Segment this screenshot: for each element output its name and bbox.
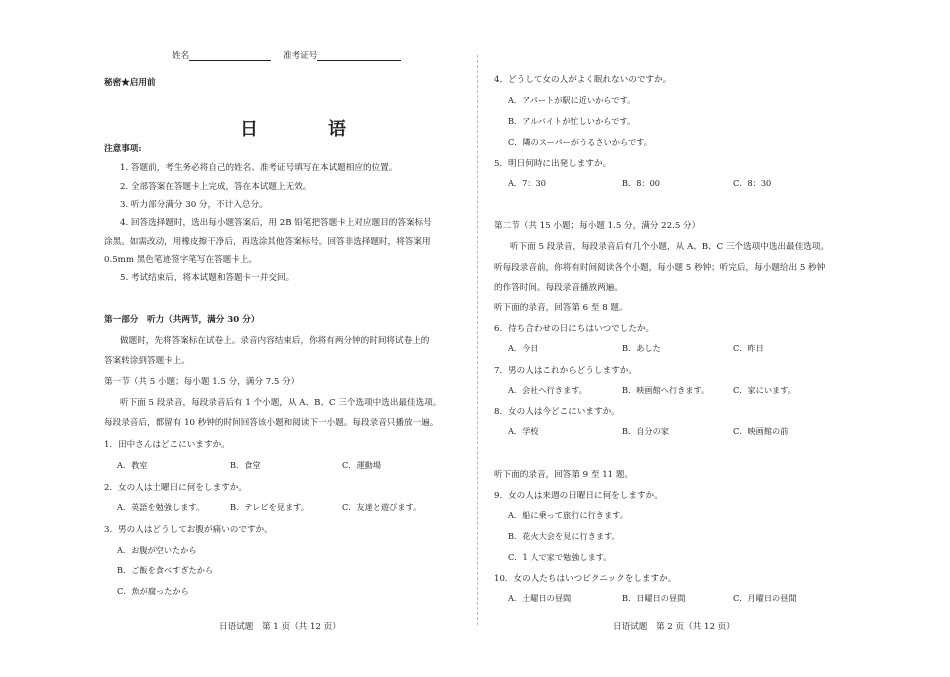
question-6: 6．待ち合わせの日にちはいつでしたか。 [494, 324, 655, 334]
question-10: 10．女の人たちはいつピクニックをしますか。 [494, 574, 677, 584]
q2-option-a: A．英語を勉強します。 [117, 502, 205, 512]
question-3: 3．男の人はどうしてお腹が痛いのですか。 [104, 525, 273, 535]
q10-option-b: B．日曜日の昼間 [622, 593, 686, 603]
question-1: 1．田中さんはどこにいますか。 [104, 440, 230, 450]
q1-option-c: C．運動場 [342, 460, 382, 470]
q9-option-b: B．花火大会を見に行きます。 [508, 531, 620, 541]
q2-option-c: C．友達と遊びます。 [342, 502, 422, 512]
q3-option-b: B．ご飯を食べすぎたから [117, 565, 214, 575]
q3-option-a: A．お腹が空いたから [117, 545, 197, 555]
q6-option-c: C．昨日 [733, 343, 764, 353]
q8-option-b: B．自分の家 [622, 426, 669, 436]
question-2: 2．女の人は土曜日に何をしますか。 [104, 483, 247, 493]
name-label: 姓名 [172, 51, 190, 61]
exam-number-label: 准考证号 [283, 51, 318, 61]
q10-option-a: A．土曜日の昼間 [508, 593, 572, 603]
page-title: 日 语 [240, 119, 372, 140]
q5-option-c: C．8：30 [733, 178, 772, 188]
question-4: 4．どうして女の人がよく眠れないのですか。 [494, 75, 672, 85]
q4-option-c: C．隣のスーパーがうるさいからです。 [508, 137, 652, 147]
section2-instr-line3: 的作答时间。每段录音播放两遍。 [494, 283, 623, 293]
note-1: 1. 答题前，考生务必将自己的姓名、准考证号填写在本试题相应的位置。 [120, 163, 398, 173]
part1-intro-line2: 答案转涂到答题卡上。 [104, 356, 190, 366]
note-4-line2: 涂黑。如需改动，用橡皮擦干净后，再选涂其他答案标号。回答非选择题时，将答案用 [104, 237, 431, 247]
q9-option-c: C．1 人で家で勉強します。 [508, 552, 612, 562]
note-3: 3. 听力部分满分 30 分，不计入总分。 [120, 200, 268, 210]
q8-option-c: C．映画館の前 [733, 426, 789, 436]
q2-option-b: B．テレビを見ます。 [230, 502, 309, 512]
q9-option-a: A．船に乗って旅行に行きます。 [508, 510, 628, 520]
question-9: 9．女の人は来週の日曜日に何をしますか。 [494, 491, 663, 501]
section2-instr-line1: 听下面 5 段录音，每段录音后有几个小题，从 A、B、C 三个选项中选出最佳选项。 [510, 242, 830, 252]
q1-option-b: B．食堂 [230, 460, 261, 470]
q7-option-b: B．映画館へ行きます。 [622, 385, 710, 395]
section2-heading: 第二节（共 15 小题；每小题 1.5 分，满分 22.5 分） [494, 221, 701, 231]
question-5: 5．明日何時に出発しますか。 [494, 159, 612, 169]
section1-instr-line2: 每段录音后，都留有 10 秒钟的时间回答该小题和阅读下一小题。每段录音只播放一遍。 [104, 418, 439, 428]
q1-option-a: A．教室 [117, 460, 148, 470]
group-9-11-instruction: 听下面的录音，回答第 9 至 11 题。 [494, 470, 634, 480]
notes-heading: 注意事项: [104, 144, 142, 154]
q7-option-c: C．家にいます。 [733, 385, 796, 395]
section1-instr-line1: 听下面 5 段录音，每段录音后有 1 个小题，从 A、B、C 三个选项中选出最佳选项。 [120, 398, 442, 408]
q10-option-c: C．月曜日の昼間 [733, 593, 797, 603]
footer-page-2: 日语试题 第 2 页（共 12 页） [613, 622, 735, 632]
name-blank [189, 50, 271, 61]
note-5: 5. 考试结束后，将本试题和答题卡一并交回。 [120, 273, 295, 283]
part1-heading: 第一部分 听力（共两节，满分 30 分） [104, 315, 260, 325]
question-7: 7．男の人はこれからどうしますか。 [494, 366, 637, 376]
question-8: 8．女の人は今どこにいますか。 [494, 407, 620, 417]
q4-option-a: A．アパートが駅に近いからです。 [508, 95, 636, 105]
group-6-8-instruction: 听下面的录音，回答第 6 至 8 题。 [494, 303, 628, 313]
note-2: 2. 全部答案在答题卡上完成，答在本试题上无效。 [120, 182, 312, 192]
part1-intro-line1: 做题时，先将答案标在试卷上。录音内容结束后，你将有两分钟的时间将试卷上的 [120, 336, 430, 346]
q6-option-b: B．あした [622, 343, 661, 353]
q5-option-a: A．7：30 [508, 178, 546, 188]
section2-instr-line2: 听每段录音前，你将有时间阅读各个小题，每小题 5 秒钟；听完后，每小题给出 5 秒钟 [494, 263, 826, 273]
footer-page-1: 日语试题 第 1 页（共 12 页） [219, 622, 341, 632]
q8-option-a: A．学校 [508, 426, 539, 436]
exam-number-field [283, 49, 401, 61]
q6-option-a: A．今日 [508, 343, 539, 353]
q7-option-a: A．会社へ行きます。 [508, 385, 587, 395]
section1-heading: 第一节（共 5 小题；每小题 1.5 分，满分 7.5 分） [104, 377, 300, 387]
q5-option-b: B．8：00 [622, 178, 661, 188]
q4-option-b: B．アルバイトが忙しいからです。 [508, 116, 636, 126]
note-4-line3: 0.5mm 黑色笔迹签字笔写在答题卡上。 [104, 255, 258, 265]
exam-number-blank [317, 50, 401, 61]
page-divider [477, 55, 479, 625]
secret-label: 秘密★启用前 [104, 78, 156, 88]
note-4-line1: 4. 回答选择题时，选出每小题答案后，用 2B 铅笔把答题卡上对应题目的答案标号 [120, 218, 432, 228]
q3-option-c: C．魚が腐ったから [117, 586, 189, 596]
name-field [172, 49, 271, 61]
